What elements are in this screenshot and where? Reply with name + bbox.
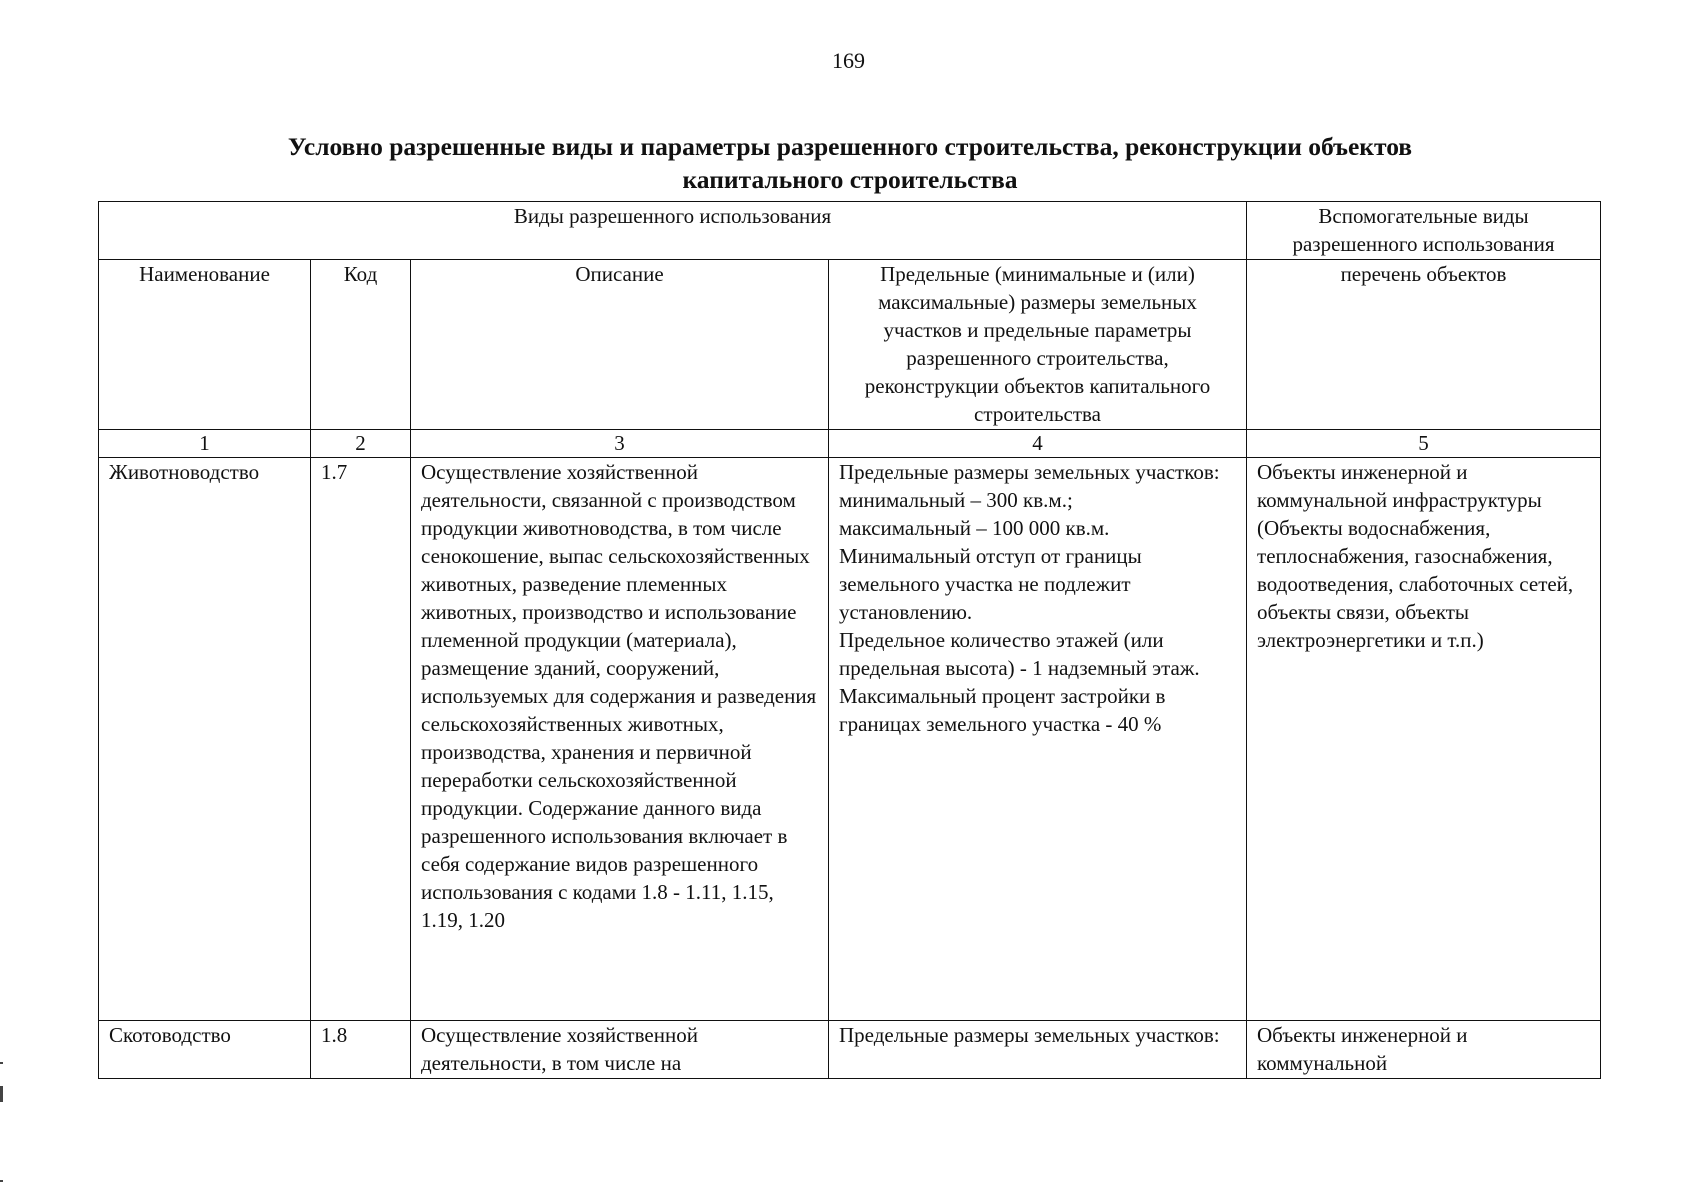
cell-code [311,1021,411,1079]
column-number: 2 [311,430,411,458]
table-column-number-row [99,430,1601,458]
regulations-table [98,201,1601,1079]
column-header-name: Наименование [99,260,311,430]
margin-mark [0,1180,3,1182]
table-row [99,1021,1601,1079]
limits-line: минимальный – 300 кв.м.; [839,488,1073,512]
cell-limits [829,1021,1247,1079]
column-header-code: Код [311,260,411,430]
limits-line: Предельные размеры земельных участков: [839,460,1220,484]
cell-objects [1247,1021,1601,1079]
cell-name-text: Скотоводство [109,1023,231,1047]
limits-line: максимальный – 100 000 кв.м. [839,516,1110,540]
cell-limits-text: Предельные размеры земельных участков: [839,1023,1220,1047]
cell-code: 1.7 [311,458,411,1021]
margin-mark [0,1062,3,1064]
cell-objects-text: Объекты инженерной и коммунальной [1257,1023,1468,1075]
cell-name: Животноводство [99,458,311,1021]
column-header-objects: перечень объектов [1247,260,1601,430]
cell-objects: Объекты инженерной и коммунальной инфраструктуры (Объекты водоснабжения, теплоснабжения, газоснабжения, водоотведения, слаботочных сетей, объекты связи, объекты электроэнергетики и т.п.) [1247,458,1601,1021]
column-header-description: Описание [411,260,829,430]
cell-description-text: Осуществление хозяйственной деятельности, в том числе на [421,1023,698,1075]
page-number: 169 [832,48,865,73]
table-column-header-row [99,260,1601,430]
table-group-header-row [99,202,1601,260]
column-number: 4 [829,430,1247,458]
limits-line: Предельное количество этажей (или предельная высота) - 1 надземный этаж. [839,628,1200,680]
margin-mark [0,1086,3,1102]
cell-description [411,1021,829,1079]
column-number: 3 [411,430,829,458]
group-header-cell: Виды разрешенного использования [99,202,1247,260]
limits-line: Максимальный процент застройки в границах земельного участка - 40 % [839,684,1166,736]
column-number: 5 [1247,430,1601,458]
table-row [99,458,1601,1021]
column-header-limits: Предельные (минимальные и (или) максимальные) размеры земельных участков и предельные параметры разрешенного строительства, реконструкции объектов капитального строительства [829,260,1247,430]
page-title-line-1: Условно разрешенные виды и параметры разрешенного строительства, реконструкции объектов [287,132,1413,161]
cell-limits [829,458,1247,1021]
column-number: 1 [99,430,311,458]
aux-header-cell: Вспомогательные виды разрешенного использования [1247,202,1601,260]
cell-name [99,1021,311,1079]
cell-code-text: 1.8 [321,1023,348,1047]
cell-description: Осуществление хозяйственной деятельности, связанной с производством продукции животноводства, в том числе сенокошение, выпас сельскохозяйственных животных, разведение племенных животных, производство и использование племенной продукции (материала), размещение зданий, сооружений, используемых для содержания и разведения сельскохозяйственных животных, производства, хранения и первичной переработки сельскохозяйственной продукции. Содержание данного вида разрешенного использования включает в себя содержание видов разрешенного использования с кодами 1.8 - 1.11, 1.15, 1.19, 1.20 [411,458,829,1021]
page-title-line-2: капитального строительства [682,165,1018,194]
limits-line: Минимальный отступ от границы земельного участка не подлежит установлению. [839,544,1142,624]
page-title [100,130,1600,196]
